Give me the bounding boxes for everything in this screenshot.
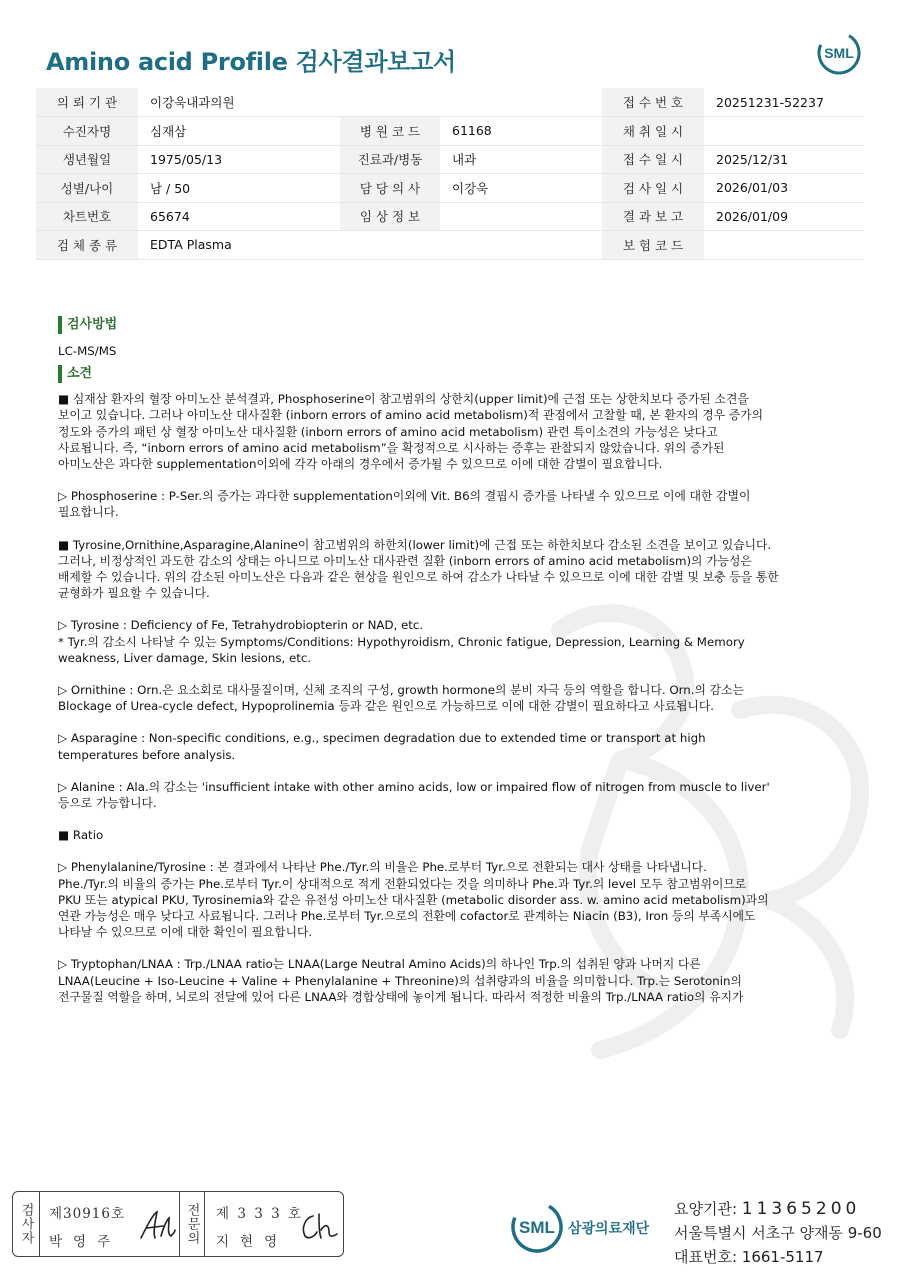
info-label: 접 수 번 호 — [602, 88, 704, 117]
sml-logo-text: SML — [824, 45, 854, 61]
info-value: 20251231-52237 — [704, 88, 864, 117]
specialist-license-no: 제 3 3 3 호 — [216, 1206, 304, 1222]
findings-paragraph: ▷ Phosphoserine : P-Ser.의 증가는 과다한 supplementation이외에 Vit. B6의 결핍시 증가를 나타낼 수 있으므로 이에 대한 감별이 필요합니다. — [58, 489, 751, 520]
info-row — [36, 145, 864, 174]
info-label: 생년월일 — [36, 145, 138, 174]
info-label: 검 체 종 류 — [36, 231, 138, 260]
report-footer — [0, 1180, 900, 1271]
info-label — [340, 88, 440, 117]
info-value — [440, 88, 602, 117]
info-label: 결 과 보 고 — [602, 202, 704, 231]
info-value: 내과 — [440, 145, 602, 174]
info-row — [36, 202, 864, 231]
organization-block — [510, 1196, 660, 1256]
sml-logo — [816, 30, 862, 76]
findings-paragraph: ■ Tyrosine,Ornithine,Asparagine,Alanine이 참고범위의 하한치(lower limit)에 근접 또는 하한치보다 감소된 소견을 보이고 있습니다. 그러나, 비정상적인 과도한 감소의 상태는 아니므로 아미노산 대사관련 질환 (inborn errors of amino acid metabolism)의 가능성은 배제할 수 있습니다. 위의 감소된 아미노산은 다음과 같은 현상을 원인으로 하여 감소가 나타날 수 있으므로 이에 대한 감별 및 보충 등을 통한 균형화가 필요할 수 있습니다. — [58, 537, 779, 601]
organization-address: 서울특별시 서초구 양재동 9-60 — [674, 1224, 882, 1242]
info-value: 2025/12/31 — [704, 145, 864, 174]
info-label: 접 수 일 시 — [602, 145, 704, 174]
organization-contact — [674, 1197, 882, 1269]
info-label: 임 상 정 보 — [340, 202, 440, 231]
info-label: 수진자명 — [36, 117, 138, 146]
examiner-label: 검사자 — [18, 1203, 34, 1245]
examiner-name: 박영주 — [49, 1234, 122, 1250]
info-value: 2026/01/03 — [704, 174, 864, 203]
info-value: 65674 — [138, 202, 340, 231]
info-row — [36, 231, 864, 260]
info-label: 의 뢰 기 관 — [36, 88, 138, 117]
info-label: 성별/나이 — [36, 174, 138, 203]
specialist-signature — [297, 1210, 339, 1244]
info-label: 진료과/병동 — [340, 145, 440, 174]
findings-paragraph: ■ Ratio — [58, 828, 104, 843]
info-label: 담 당 의 사 — [340, 174, 440, 203]
info-label: 차트번호 — [36, 202, 138, 231]
findings-paragraph: ▷ Asparagine : Non-specific conditions, e.g., specimen degradation due to extended time or transport at high temperatures before analysis. — [58, 731, 706, 762]
info-value — [704, 117, 864, 146]
signature-stamp — [12, 1191, 344, 1257]
findings-paragraph: ▷ Alanine : Ala.의 감소는 'insufficient intake with other amino acids, low or impaired flow of nitrogen from muscle to liver' 등으로 가능합니다. — [58, 779, 770, 811]
report-header — [46, 38, 870, 88]
findings-paragraph: ▷ Tryptophan/LNAA : Trp./LNAA ratio는 LNAA(Large Neutral Amino Acids)의 하나인 Trp.의 섭취된 양과 나머지 다른 LNAA(Leucine + Iso-Leucine + Valine + Phenylalanine + Threonine)의 섭취량과의 비율을 의미합니다. Trp.는 Serotonin의 전구물질 역할을 하며, 뇌로의 전달에 있어 다른 LNAA와 경합상태에 놓이게 됩니다. 따라서 적정한 비율의 Trp./LNAA ratio의 유지가 — [58, 957, 744, 1004]
specialist-label: 전문의 — [184, 1203, 200, 1245]
sml-org-logo — [510, 1200, 564, 1254]
specialist-name: 지현영 — [216, 1234, 289, 1250]
info-row — [36, 117, 864, 146]
info-value: 이강욱 — [440, 174, 602, 203]
info-row — [36, 88, 864, 117]
examiner-signature — [137, 1208, 177, 1244]
examiner-license-no: 제30916호 — [49, 1206, 126, 1222]
info-label: 병 원 코 드 — [340, 117, 440, 146]
patient-info-table — [36, 88, 864, 260]
method-heading: 검사방법 — [58, 316, 828, 334]
findings-heading: 소견 — [58, 365, 828, 383]
info-value: EDTA Plasma — [138, 231, 340, 260]
phone-number: 1661-5117 — [741, 1248, 824, 1266]
sml-org-logo-text: SML — [519, 1218, 555, 1237]
method-value: LC-MS/MS — [58, 344, 117, 358]
care-label: 요양기관: — [674, 1200, 742, 1218]
info-value: 남 / 50 — [138, 174, 340, 203]
findings-paragraph: ▷ Phenylalanine/Tyrosine : 본 결과에서 나타난 Phe./Tyr.의 비율은 Phe.로부터 Tyr.으로 전환되는 대사 상태를 나타냅니다. Phe./Tyr.의 비율의 증가는 Phe.로부터 Tyr.이 상대적으로 적게 전환되었다는 것을 의미하나 Phe.과 Tyr.의 level 모두 참고범위이므로 PKU 또는 atypical PKU, Tyrosinemia와 같은 유전성 아미노산 대사질환 (metabolic disorder ass. w. amino acid metabolism)과의 연관 가능성은 매우 낮다고 사료됩니다. 그러나 Phe.로부터 Tyr.으로의 전환에 cofactor로 관계하는 Niacin (B3), Iron 등의 부족시에도 나타날 수 있으므로 이에 대한 확인이 필요합니다. — [58, 860, 769, 940]
info-value — [440, 231, 602, 260]
info-value: 이강욱내과의원 — [138, 88, 340, 117]
report-content — [58, 316, 828, 1021]
care-number: 11365200 — [741, 1199, 861, 1219]
info-value: 2026/01/09 — [704, 202, 864, 231]
info-label: 보 험 코 드 — [602, 231, 704, 260]
info-row — [36, 174, 864, 203]
organization-name: 삼광의료재단 — [568, 1221, 650, 1237]
info-label: 채 취 일 시 — [602, 117, 704, 146]
info-value: 심재삼 — [138, 117, 340, 146]
info-value: 61168 — [440, 117, 602, 146]
findings-paragraph: ▷ Ornithine : Orn.은 요소회로 대사물질이며, 신체 조직의 구성, growth hormone의 분비 자극 등의 역할을 합니다. Orn.의 감소는 Blockage of Urea-cycle defect, Hypoprolinemia 등과 같은 원인으로 가능하므로 이에 대한 감별이 필요하다고 사료됩니다. — [58, 683, 744, 714]
findings-body — [58, 391, 828, 1005]
info-value — [704, 231, 864, 260]
info-label — [340, 231, 440, 260]
findings-paragraph: ■ 심재삼 환자의 혈장 아미노산 분석결과, Phosphoserine이 참고범위의 상한치(upper limit)에 근접 또는 상한치보다 증가된 소견을 보이고 있습니다. 그러나 아미노산 대사질환 (inborn errors of amino acid metabolism)적 관점에서 고찰할 때, 본 환자의 경우 증가의 정도와 증가의 패턴 상 혈장 아미노산 대사질환 (inborn errors of amino acid metabolism) 관련 특이소견의 가능성은 낮다고 사료됩니다. 즉, “inborn errors of amino acid metabolism”을 확정적으로 시사하는 증후는 관찰되지 않았습니다. 위의 증가된 아미노산은 과다한 supplementation이외에 각각 아래의 경우에서 증가될 수 있으므로 이에 대한 감별이 필요합니다. — [58, 392, 764, 472]
info-value: 1975/05/13 — [138, 145, 340, 174]
phone-label: 대표번호: — [674, 1248, 742, 1266]
info-label: 검 사 일 시 — [602, 174, 704, 203]
info-value — [440, 202, 602, 231]
page-title: Amino acid Profile 검사결과보고서 — [46, 48, 456, 76]
findings-paragraph: ▷ Tyrosine : Deficiency of Fe, Tetrahydrobiopterin or NAD, etc. * Tyr.의 감소시 나타날 수 있는 Symptoms/Conditions: Hypothyroidism, Chronic fatigue, Depression, Learning & Memory weakness, Liver damage, Skin lesions, etc. — [58, 618, 745, 665]
